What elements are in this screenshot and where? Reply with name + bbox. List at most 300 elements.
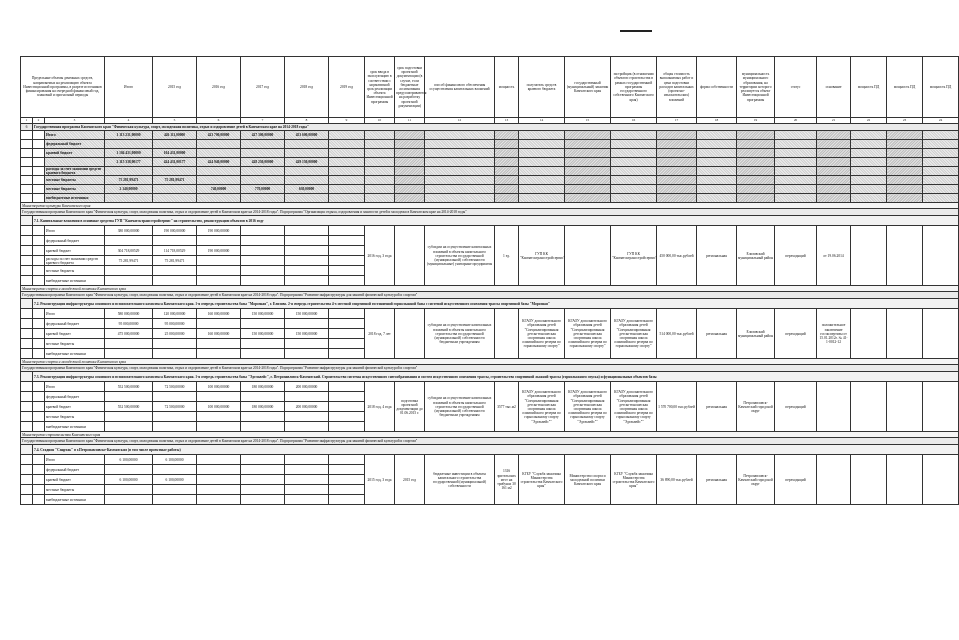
blank-cell xyxy=(775,140,817,149)
blank-cell xyxy=(365,149,395,158)
blank-cell xyxy=(887,382,923,432)
source-label: Итого xyxy=(45,382,105,392)
blank-cell xyxy=(697,176,737,185)
recipient-cell: КГАОУ дополнительного образования детей "Специализированная детско-юношеская спортивная школа олимпийского резерва по горнолыжному спорту "Эдельвейс"" xyxy=(519,382,565,432)
amount-cell xyxy=(329,392,365,402)
amount-cell xyxy=(153,495,197,505)
amount-cell: 180 000,00000 xyxy=(241,382,285,392)
blank-cell xyxy=(923,309,959,359)
amount-cell: 630,00000 xyxy=(285,185,329,194)
amount-cell: 426 111,00000 xyxy=(153,131,197,140)
amount-cell: 552 500,00000 xyxy=(105,382,153,392)
amount-cell xyxy=(197,236,241,246)
amount-cell xyxy=(285,339,329,349)
blank-cell xyxy=(887,455,923,505)
blank-cell xyxy=(851,140,887,149)
amount-cell xyxy=(197,392,241,402)
amount-cell: 380 000,00000 xyxy=(105,226,153,236)
blank-cell xyxy=(33,465,45,475)
amount-cell xyxy=(105,412,153,422)
amount-cell xyxy=(329,412,365,422)
funding-row xyxy=(21,309,959,319)
blank-cell xyxy=(495,194,519,203)
amount-cell xyxy=(105,236,153,246)
blank-cell xyxy=(21,465,33,475)
amount-cell xyxy=(285,392,329,402)
amount-cell xyxy=(329,495,365,505)
amount-cell xyxy=(241,455,285,465)
program-name: Государственная программа Камчатского края "Физическая культура, спорт, молодежная политика, отдых и оздоровление детей в Камчатском крае на 2014-2018 годы". Подпрограмма "Организация отдыха, оздоровления и занятости детей и молодежи в Камчатском крае на 2014-2018 годы" xyxy=(21,209,959,216)
method-cell: бюджетные инвестиции в объекты капитального строительства государственной (муниципальной) собственности xyxy=(425,455,495,505)
blank-cell xyxy=(697,140,737,149)
cost-cell: 450 000,00 тыс.рублей xyxy=(657,226,697,286)
source-label xyxy=(45,158,105,167)
amount-cell xyxy=(329,402,365,412)
blank-cell xyxy=(33,422,45,432)
amount-cell xyxy=(285,412,329,422)
power-cell: 1 ед. xyxy=(495,226,519,286)
municipality-cell: Петропавловск-Камчатский городской округ xyxy=(737,382,775,432)
basis-cell: положительное заключение госэкспертизы от 15.01.2012г. № 41-1-0012-12 xyxy=(817,309,851,359)
blank-cell xyxy=(33,266,45,276)
amount-cell: 100 000,00000 xyxy=(197,382,241,392)
power-cell xyxy=(495,309,519,359)
blank-cell xyxy=(887,226,923,286)
blank-cell xyxy=(697,194,737,203)
blank-cell xyxy=(697,158,737,167)
row-number: 6 xyxy=(21,124,33,131)
pd-cell xyxy=(851,226,887,286)
amount-cell xyxy=(241,339,285,349)
col-header: форма собственности xyxy=(697,57,737,118)
col-header: получатель средств краевого бюджета xyxy=(519,57,565,118)
amount-cell xyxy=(105,485,153,495)
blank-cell xyxy=(565,167,611,176)
blank-cell xyxy=(519,131,565,140)
source-label: Итого xyxy=(45,131,105,140)
amount-cell xyxy=(285,226,329,236)
amount-cell xyxy=(153,349,197,359)
amount-cell: 453 600,00000 xyxy=(285,131,329,140)
blank-cell xyxy=(21,445,33,455)
amount-cell xyxy=(329,256,365,266)
funding-row xyxy=(21,455,959,465)
blank-cell xyxy=(21,256,33,266)
blank-cell xyxy=(851,131,887,140)
amount-cell xyxy=(105,422,153,432)
amount-cell xyxy=(197,167,241,176)
amount-cell xyxy=(197,412,241,422)
program-name: Государственная программа Камчатского края "Физическая культура, спорт, молодежная политика, отдых и оздоровление детей в Камчатском крае на 2014-2018 годы". Подпрограмма "Развитие инфраструктуры для занятий физической культурой и спортом" xyxy=(21,365,959,372)
amount-cell xyxy=(197,455,241,465)
blank-cell xyxy=(775,176,817,185)
amount-cell xyxy=(153,185,197,194)
customer-cell: КГАОУ дополнительного образования детей "Специализированная детско-юношеская спортивная школа олимпийского резерва по горнолыжному спорту "Эдельвейс"" xyxy=(565,382,611,432)
amount-cell: 100 000,00000 xyxy=(197,402,241,412)
blank-cell xyxy=(21,149,33,158)
blank-cell xyxy=(887,140,923,149)
blank-cell xyxy=(737,167,775,176)
amount-cell xyxy=(197,276,241,286)
blank-cell xyxy=(33,495,45,505)
pd-cell xyxy=(851,455,887,505)
amount-cell xyxy=(153,339,197,349)
blank-cell xyxy=(21,402,33,412)
amount-cell xyxy=(153,276,197,286)
blank-cell xyxy=(33,185,45,194)
amount-cell xyxy=(241,422,285,432)
column-number: 6 xyxy=(197,118,241,124)
funding-row xyxy=(21,382,959,392)
blank-cell xyxy=(923,140,959,149)
program-row xyxy=(21,209,959,216)
blank-cell xyxy=(923,455,959,505)
col-header: Предельные объемы денежных средств, направляемых на реализацию объекта Инвестиционной программы, в разрезе источников финансирования на очередной финансовый год, плановый и прогнозный периоды xyxy=(21,57,105,118)
amount-cell xyxy=(285,465,329,475)
blank-cell xyxy=(21,216,33,226)
method-cell: субсидии на осуществление капитальных вложений в объекты капитального строительства государственной (муниципальной) собственности бюджетным учреждениям xyxy=(425,309,495,359)
blank-cell xyxy=(887,176,923,185)
summary-row xyxy=(21,149,959,158)
blank-cell xyxy=(33,226,45,236)
column-number: 24 xyxy=(923,118,959,124)
col-header: 2019 год xyxy=(329,57,365,118)
blank-cell xyxy=(887,309,923,359)
blank-cell xyxy=(365,131,395,140)
amount-cell xyxy=(153,392,197,402)
amount-cell: 75 281,99471 xyxy=(153,176,197,185)
source-label: краевой бюджет xyxy=(45,246,105,256)
blank-cell xyxy=(33,392,45,402)
blank-cell xyxy=(33,339,45,349)
blank-cell xyxy=(697,131,737,140)
investment-program-table xyxy=(20,56,952,505)
blank-cell xyxy=(923,158,959,167)
amount-cell xyxy=(197,339,241,349)
blank-cell xyxy=(923,194,959,203)
amount-cell: 190 000,00000 xyxy=(197,246,241,256)
blank-cell xyxy=(737,140,775,149)
blank-cell xyxy=(817,131,851,140)
blank-cell xyxy=(775,185,817,194)
amount-cell xyxy=(105,349,153,359)
source-label: местные бюджеты xyxy=(45,266,105,276)
blank-cell xyxy=(33,194,45,203)
source-label: внебюджетные источники xyxy=(45,349,105,359)
blank-cell xyxy=(817,167,851,176)
amount-cell xyxy=(241,349,285,359)
source-label: внебюджетные источники xyxy=(45,276,105,286)
blank-cell xyxy=(395,176,425,185)
source-label: местные бюджеты xyxy=(45,185,105,194)
col-header: муниципальность муниципального образования, на территории которого реализуется объект Инвестиционной программы xyxy=(737,57,775,118)
column-number: 4 xyxy=(105,118,153,124)
amount-cell: 200 000,00000 xyxy=(285,382,329,392)
source-label: федеральный бюджет xyxy=(45,236,105,246)
blank-cell xyxy=(21,176,33,185)
blank-cell xyxy=(565,140,611,149)
blank-cell xyxy=(33,236,45,246)
blank-cell xyxy=(611,194,657,203)
source-label: внебюджетные источники xyxy=(45,422,105,432)
blank-cell xyxy=(495,185,519,194)
status-cell: переходящий xyxy=(775,309,817,359)
source-label: Итого xyxy=(45,226,105,236)
status-cell: переходящий xyxy=(775,382,817,432)
summary-row xyxy=(21,185,959,194)
amount-cell xyxy=(153,412,197,422)
blank-cell xyxy=(21,309,33,319)
blank-cell xyxy=(817,158,851,167)
source-label: местные бюджеты xyxy=(45,485,105,495)
blank-cell xyxy=(365,194,395,203)
amount-cell xyxy=(197,475,241,485)
amount-cell xyxy=(197,194,241,203)
amount-cell: 150 000,00000 xyxy=(241,329,285,339)
amount-cell xyxy=(329,319,365,329)
blank-cell xyxy=(817,194,851,203)
col-header: общая стоимость выполняемых работ и цена подготовки расходов капитальных (проектно-изыскательских) вложений xyxy=(657,57,697,118)
source-label: местные бюджеты xyxy=(45,339,105,349)
amount-cell: 190 000,00000 xyxy=(197,226,241,236)
blank-cell xyxy=(21,246,33,256)
term-cell: 2016 год, 3 года xyxy=(365,226,395,286)
column-number: 12 xyxy=(425,118,495,124)
blank-cell xyxy=(395,158,425,167)
blank-cell xyxy=(21,276,33,286)
form-cell: региональная xyxy=(697,226,737,286)
summary-title: Государственная программа Камчатского края "Физическая культура, спорт, молодежная политика, отдых и оздоровление детей в Камчатском крае на 2014-2018 годы" xyxy=(33,124,959,131)
term-cell: 2018 год, 4 года xyxy=(365,382,395,432)
blank-cell xyxy=(923,131,959,140)
amount-cell xyxy=(241,465,285,475)
amount-cell xyxy=(329,329,365,339)
blank-cell xyxy=(775,194,817,203)
amount-cell xyxy=(329,266,365,276)
customer-cell: КГАОУ дополнительного образования детей "Специализированная детско-юношеская спортивная школа олимпийского резерва по горнолыжному спорту" xyxy=(565,309,611,359)
municipality-cell: Елизовский муниципальный район xyxy=(737,309,775,359)
col-header: 2017 год xyxy=(241,57,285,118)
blank-cell xyxy=(923,176,959,185)
amount-cell: 6 100,00000 xyxy=(153,455,197,465)
status-cell: переходящий xyxy=(775,226,817,286)
blank-cell xyxy=(395,140,425,149)
amount-cell xyxy=(285,236,329,246)
blank-cell xyxy=(21,266,33,276)
blank-cell xyxy=(425,167,495,176)
amount-cell: 424 940,00000 xyxy=(197,158,241,167)
blank-cell xyxy=(565,194,611,203)
amount-cell xyxy=(197,465,241,475)
amount-cell: 1 104 431,00000 xyxy=(105,149,153,158)
blank-cell xyxy=(33,412,45,422)
summary-row xyxy=(21,158,959,167)
term-cell: 2015 год, 3 года xyxy=(365,455,395,505)
column-number: 20 xyxy=(775,118,817,124)
amount-cell xyxy=(329,309,365,319)
blank-cell xyxy=(737,185,775,194)
column-number: 2 xyxy=(33,118,45,124)
blank-cell xyxy=(851,194,887,203)
blank-cell xyxy=(425,158,495,167)
recipient-cell: КГБУ "Служба заказчика Министерства строительства Камчатского края" xyxy=(519,455,565,505)
power-cell: 1316 зрительских мест на трибунах 30 161 м2 xyxy=(495,455,519,505)
basis-cell: от 19.06.2014 xyxy=(817,226,851,286)
amount-cell: 75 281,99471 xyxy=(105,176,153,185)
blank-cell xyxy=(519,158,565,167)
blank-cell xyxy=(21,194,33,203)
blank-cell xyxy=(33,149,45,158)
amount-cell: 552 500,00000 xyxy=(105,402,153,412)
prep-cell: подготовка проектной документации до 01.06.2015 г. xyxy=(395,382,425,432)
source-label: расходы за счет экономии средств краевого бюджета xyxy=(45,256,105,266)
amount-cell: 423 700,00000 xyxy=(197,131,241,140)
builder-cell: КГБУ "Служба заказчика Министерства строительства Камчатского края" xyxy=(611,455,657,505)
blank-cell xyxy=(775,131,817,140)
program-name: Государственная программа Камчатского края "Физическая культура, спорт, молодежная политика, отдых и оздоровление детей в Камчатском крае на 2014-2018 годы". Подпрограмма "Развитие инфраструктуры для занятий физической культурой и спортом" xyxy=(21,438,959,445)
amount-cell xyxy=(241,256,285,266)
amount-cell xyxy=(241,236,285,246)
funding-row xyxy=(21,226,959,236)
method-cell: субсидии на осуществление капитальных вложений в объекты капитального строительства государственной (муниципальной) собственности бюджетным учреждениям xyxy=(425,382,495,432)
blank-cell xyxy=(365,140,395,149)
column-number: 10 xyxy=(365,118,395,124)
column-number: 22 xyxy=(851,118,887,124)
blank-cell xyxy=(495,158,519,167)
amount-cell xyxy=(105,140,153,149)
ministry-name: Министерство культуры Камчатского края xyxy=(21,203,959,209)
summary-row xyxy=(21,194,959,203)
blank-cell xyxy=(611,167,657,176)
amount-cell: 150 000,00000 xyxy=(241,309,285,319)
amount-cell: 2 115 338,00177 xyxy=(105,158,153,167)
blank-cell xyxy=(851,149,887,158)
blank-cell xyxy=(395,167,425,176)
blank-cell xyxy=(887,131,923,140)
basis-cell xyxy=(817,455,851,505)
amount-cell xyxy=(329,485,365,495)
amount-cell: 120 000,00000 xyxy=(153,309,197,319)
pd-cell xyxy=(851,382,887,432)
blank-cell xyxy=(395,194,425,203)
amount-cell xyxy=(197,485,241,495)
amount-cell xyxy=(197,140,241,149)
blank-cell xyxy=(21,319,33,329)
blank-cell xyxy=(33,276,45,286)
amount-cell xyxy=(153,266,197,276)
blank-cell xyxy=(737,158,775,167)
ministry-name: Министерство спорта и молодежной политики Камчатского края xyxy=(21,359,959,365)
blank-cell xyxy=(21,392,33,402)
blank-cell xyxy=(33,131,45,140)
amount-cell: 180 000,00000 xyxy=(241,402,285,412)
amount-cell xyxy=(153,485,197,495)
object-row xyxy=(21,372,959,382)
amount-cell xyxy=(241,485,285,495)
amount-cell xyxy=(105,392,153,402)
source-label: Итого xyxy=(45,309,105,319)
basis-cell xyxy=(817,382,851,432)
column-number: 13 xyxy=(495,118,519,124)
blank-cell xyxy=(33,475,45,485)
amount-cell xyxy=(285,422,329,432)
amount-cell xyxy=(105,465,153,475)
blank-cell xyxy=(21,349,33,359)
blank-cell xyxy=(425,185,495,194)
amount-cell xyxy=(329,422,365,432)
pd-cell xyxy=(851,309,887,359)
amount-cell xyxy=(241,167,285,176)
amount-cell: 150 000,00000 xyxy=(285,309,329,319)
blank-cell xyxy=(21,236,33,246)
blank-cell xyxy=(817,140,851,149)
amount-cell: 427 300,00000 xyxy=(241,131,285,140)
blank-cell xyxy=(395,131,425,140)
source-label: краевой бюджет xyxy=(45,402,105,412)
blank-cell xyxy=(697,167,737,176)
builder-cell: КГАОУ дополнительного образования детей "Специализированная детско-юношеская спортивная школа олимпийского резерва по горнолыжному спорту" xyxy=(611,309,657,359)
column-number: 15 xyxy=(565,118,611,124)
summary-row xyxy=(21,140,959,149)
amount-cell: 6 100,00000 xyxy=(153,475,197,485)
blank-cell xyxy=(817,185,851,194)
amount-cell xyxy=(153,194,197,203)
blank-cell xyxy=(33,167,45,176)
summary-row xyxy=(21,131,959,140)
prep-cell: 2015 год xyxy=(395,455,425,505)
blank-cell xyxy=(519,185,565,194)
amount-cell: 114 718,00529 xyxy=(153,246,197,256)
amount-cell xyxy=(197,256,241,266)
col-header: застройщик (в отношении объектов строительства в рамках государственной программы государственного собственного Камчатского края) xyxy=(611,57,657,118)
amount-cell xyxy=(241,412,285,422)
column-number: 3 xyxy=(45,118,105,124)
amount-cell: 150 000,00000 xyxy=(285,329,329,339)
ministry-name: Министерство спорта и молодежной политики Камчатского края xyxy=(21,286,959,292)
blank-cell xyxy=(775,167,817,176)
blank-cell xyxy=(21,299,33,309)
amount-cell: 160 000,00000 xyxy=(197,329,241,339)
amount-cell xyxy=(285,176,329,185)
blank-cell xyxy=(657,176,697,185)
amount-cell: 104 431,00000 xyxy=(153,149,197,158)
blank-cell xyxy=(395,185,425,194)
amount-cell xyxy=(329,475,365,485)
blank-cell xyxy=(851,158,887,167)
source-label: федеральный бюджет xyxy=(45,465,105,475)
blank-cell xyxy=(697,149,737,158)
amount-cell xyxy=(329,465,365,475)
blank-cell xyxy=(495,167,519,176)
column-number: 8 xyxy=(285,118,329,124)
blank-cell xyxy=(923,226,959,286)
col-header: основание xyxy=(817,57,851,118)
customer-cell: Министерство спорта и молодежной политики Камчатского края xyxy=(565,455,611,505)
blank-cell xyxy=(365,167,395,176)
source-label: местные бюджеты xyxy=(45,412,105,422)
amount-cell xyxy=(241,319,285,329)
recipient-cell: КГАОУ дополнительного образования детей "Специализированная детско-юношеская спортивная школа олимпийского резерва по горнолыжному спорту" xyxy=(519,309,565,359)
blank-cell xyxy=(737,149,775,158)
amount-cell: 75 281,99471 xyxy=(105,256,153,266)
municipality-cell: Петропавловск-Камчатский городской округ xyxy=(737,455,775,505)
amount-cell xyxy=(153,465,197,475)
blank-cell xyxy=(657,194,697,203)
blank-cell xyxy=(33,309,45,319)
blank-cell xyxy=(21,422,33,432)
blank-cell xyxy=(21,158,33,167)
source-label: краевой бюджет xyxy=(45,329,105,339)
